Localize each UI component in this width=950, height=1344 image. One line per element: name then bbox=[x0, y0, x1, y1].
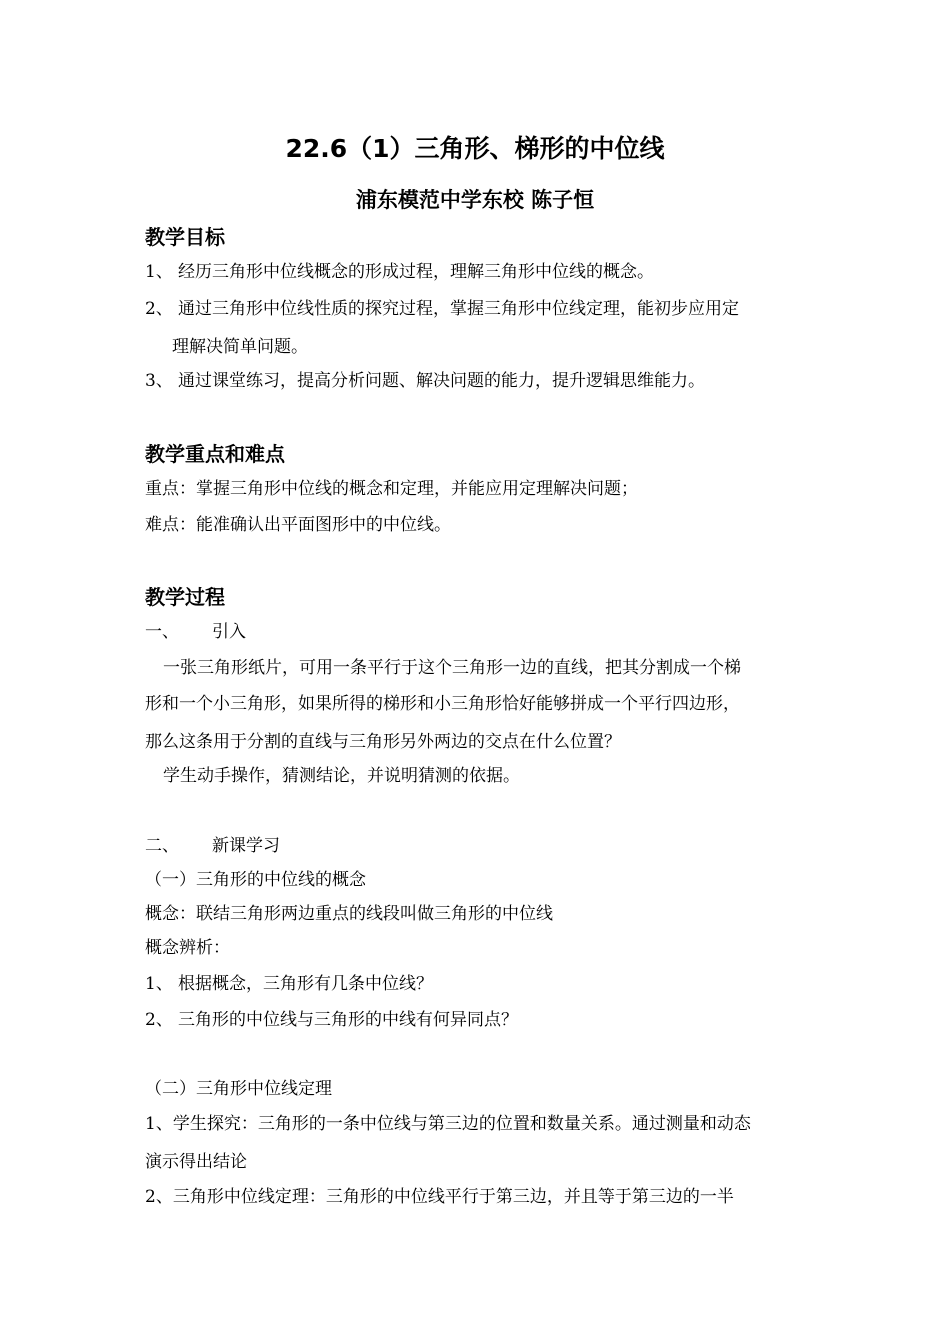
objective-item bbox=[145, 298, 739, 320]
objective-item-continuation: 理解决简单问题。 bbox=[172, 337, 308, 357]
objective-item bbox=[145, 370, 705, 392]
question-number: 1、 bbox=[145, 974, 173, 994]
objective-text: 经历三角形中位线概念的形成过程，理解三角形中位线的概念。 bbox=[178, 262, 654, 282]
keypoints-heading: 教学重点和难点 bbox=[145, 442, 285, 466]
part1-title: （一）三角形的中位线的概念 bbox=[145, 870, 366, 890]
section-title: 新课学习 bbox=[212, 836, 280, 856]
theorem-text: 2、三角形中位线定理：三角形的中位线平行于第三边，并且等于第三边的一半 bbox=[145, 1187, 734, 1207]
objective-item bbox=[145, 261, 654, 283]
focus-text: 重点：掌握三角形中位线的概念和定理，并能应用定理解决问题； bbox=[145, 479, 638, 499]
intro-section-title bbox=[145, 621, 246, 643]
objective-number: 3、 bbox=[145, 371, 173, 391]
concept-analysis-label: 概念辨析： bbox=[145, 938, 230, 958]
question-item bbox=[145, 1009, 518, 1031]
question-text: 三角形的中位线与三角形的中线有何异同点？ bbox=[178, 1010, 518, 1030]
document-author: 浦东模范中学东校 陈子恒 bbox=[355, 188, 595, 212]
question-item bbox=[145, 973, 433, 995]
objective-number: 1、 bbox=[145, 262, 173, 282]
process-heading: 教学过程 bbox=[145, 585, 225, 609]
question-number: 2、 bbox=[145, 1010, 173, 1030]
section-number: 二、 bbox=[145, 836, 179, 856]
objectives-heading: 教学目标 bbox=[145, 225, 225, 249]
intro-paragraph-line: 形和一个小三角形，如果所得的梯形和小三角形恰好能够拼成一个平行四边形， bbox=[145, 694, 740, 714]
concept-definition: 概念：联结三角形两边重点的线段叫做三角形的中位线 bbox=[145, 904, 553, 924]
objective-text: 通过课堂练习，提高分析问题、解决问题的能力，提升逻辑思维能力。 bbox=[178, 371, 705, 391]
intro-activity: 学生动手操作，猜测结论，并说明猜测的依据。 bbox=[163, 766, 520, 786]
section-title: 引入 bbox=[212, 622, 246, 642]
new-lesson-section-title bbox=[145, 835, 280, 857]
question-text: 根据概念，三角形有几条中位线？ bbox=[178, 974, 433, 994]
objective-number: 2、 bbox=[145, 299, 173, 319]
document-title: 22.6（1）三角形、梯形的中位线 bbox=[285, 134, 665, 163]
section-number: 一、 bbox=[145, 622, 179, 642]
difficulty-text: 难点：能准确认出平面图形中的中位线。 bbox=[145, 515, 451, 535]
part2-title: （二）三角形中位线定理 bbox=[145, 1079, 332, 1099]
explore-text-line: 1、学生探究：三角形的一条中位线与第三边的位置和数量关系。通过测量和动态 bbox=[145, 1114, 751, 1134]
objective-text: 通过三角形中位线性质的探究过程，掌握三角形中位线定理，能初步应用定 bbox=[178, 299, 739, 319]
explore-text-line: 演示得出结论 bbox=[145, 1152, 247, 1172]
intro-paragraph-line: 一张三角形纸片，可用一条平行于这个三角形一边的直线，把其分割成一个梯 bbox=[163, 658, 741, 678]
intro-paragraph-line: 那么这条用于分割的直线与三角形另外两边的交点在什么位置？ bbox=[145, 732, 621, 752]
